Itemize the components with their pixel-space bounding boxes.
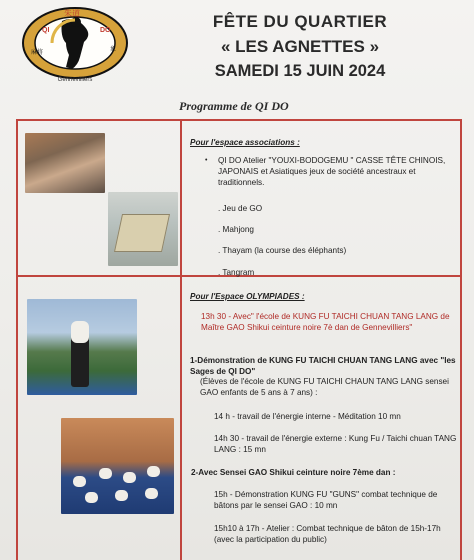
table-column-divider [180, 119, 182, 560]
olympiades-intro: 13h 30 - Avec" l'école de KUNG FU TAICHI CHUAN TANG LANG de Maître GAO Shikui ceinture noire 7è dan de Gennevilliers" [201, 312, 450, 332]
logo-left-label: QI [42, 27, 50, 34]
session-15h10: 15h10 à 17h - Atelier : Combat technique de bâton de 15h-17h (avec la participation du public) [214, 524, 441, 544]
game-tangram: . Tangram [218, 268, 255, 277]
associations-description: QI DO Atelier "YOUXI-BODOGEMU " CASSE TÊTE CHINOIS, JAPONAIS et Asiatiques jeux de société ancestraux et traditionnels. [218, 156, 446, 187]
header-line-1: FÊTE DU QUARTIER [212, 12, 388, 31]
photo-kungfu-demonstration [27, 299, 137, 395]
session-15h: 15h - Démonstration KUNG FU "GUNS" combat technique de bâtons par le sensei GAO : 10 mn [214, 490, 438, 510]
logo-top-chars: 朱道 [64, 9, 80, 18]
game-thayam: . Thayam (la course des éléphants) [218, 246, 347, 255]
logo-city: Gennevilliers [57, 77, 93, 83]
logo-right-label: DO [100, 27, 111, 34]
qi-do-logo [22, 7, 128, 83]
logo-emblem [22, 7, 128, 79]
logo-right-char: 象 [110, 47, 117, 53]
header-date: SAMEDI 15 JUIN 2024 [214, 62, 386, 80]
demonstration-2: 2-Avec Sensei GAO Shikui ceinture noire 7ème dan : [191, 468, 396, 477]
photo-board-game [108, 192, 178, 266]
header-line-2: « LES AGNETTES » [220, 37, 380, 56]
session-14h30: 14h 30 - travail de l'énergie externe : Kung Fu / Taichi chuan TANG LANG : 15 mn [214, 434, 457, 454]
game-mahjong: . Mahjong [218, 225, 254, 234]
olympiades-title: Pour l'Espace OLYMPIADES : [190, 292, 305, 301]
photo-children-class [61, 418, 174, 514]
programme-title: Programme de QI DO [179, 99, 289, 113]
logo-left-chars: 麻将 [31, 50, 44, 56]
associations-title: Pour l'espace associations : [190, 138, 300, 147]
demonstration-1: 1-Démonstration de KUNG FU TAICHI CHUAN TANG LANG avec "les Sages de QI DO" [190, 356, 456, 376]
bullet-dot: • [205, 157, 208, 164]
photo-players-at-table [25, 133, 105, 193]
demonstration-1-note: (Élèves de l'école de KUNG FU TAICHI CHAUN TANG LANG sensei GAO enfants de 5 ans à 7 ans) : [200, 377, 449, 397]
game-go: . Jeu de GO [218, 204, 263, 213]
session-14h: 14 h - travail de l'énergie interne - Méditation 10 mn [214, 412, 401, 421]
